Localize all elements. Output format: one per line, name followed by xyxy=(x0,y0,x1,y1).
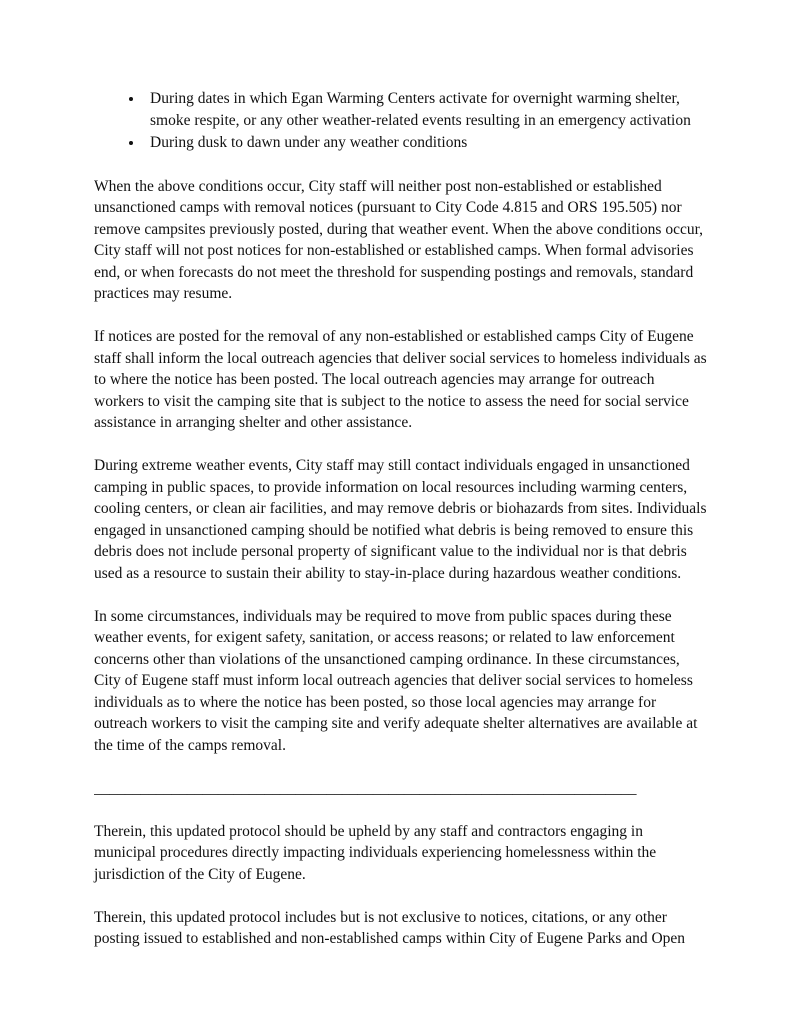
paragraph-protocol-upheld: Therein, this updated protocol should be upheld by any staff and contractors engaging in municipal procedures directly impacting individuals experiencing homelessness within the jurisdiction of the City of Eugene. xyxy=(94,822,657,883)
list-item: • During dates in which Egan Warming Centers activate for overnight warming shelter, smoke respite, or any other weather-related events resulting in an emergency activation xyxy=(144,88,708,131)
paragraph-conditions-occur: When the above conditions occur, City staff will neither post non-established or established unsanctioned camps with removal notices (pursuant to City Code 4.815 and ORS 195.505) nor remove campsites previously posted, during that weather event. When the above conditions occur, City staff will not post notices for non-established or established camps. When formal advisories end, or when forecasts do not meet the threshold for suspending postings and removals, standard practices may resume. xyxy=(94,177,704,302)
paragraph-extreme-weather: During extreme weather events, City staff may still contact individuals engaged in unsanctioned camping in public spaces, to provide information on local resources including warming centers, cooling centers, or clean air facilities, and may remove debris or biohazards from sites. Individuals engaged in unsanctioned camping should be notified what debris is being removed to ensure this debris does not include personal property of significant value to the individual nor is that debris used as a resource to sustain their ability to stay-in-place during hazardous weather conditions. xyxy=(94,457,707,582)
paragraph-protocol-includes: Therein, this updated protocol includes but is not exclusive to notices, citations, or any other posting issued to established and non-established camps within City of Eugene Parks and Open xyxy=(94,908,686,947)
paragraph-notices-posted: If notices are posted for the removal of any non-established or established camps City of Eugene staff shall inform the local outreach agencies that deliver social services to homeless individuals as to where the notice has been posted. The local outreach agencies may arrange for outreach workers to visit the camping site that is subject to the notice to assess the need for social service assistance in arranging shelter and other assistance. xyxy=(94,328,707,431)
list-item: • During dusk to dawn under any weather conditions xyxy=(144,132,708,154)
bullet-list xyxy=(94,88,708,154)
divider-line: ______________________________________________________________________ xyxy=(94,779,637,797)
paragraph-circumstances-move: In some circumstances, individuals may be required to move from public spaces during these weather events, for exigent safety, sanitation, or access reasons; or related to law enforcement concerns other than violations of the unsanctioned camping ordinance. In these circumstances, City of Eugene staff must inform local outreach agencies that deliver social services to homeless individuals as to where the notice has been posted, so those local agencies may arrange for outreach workers to visit the camping site and verify adequate shelter alternatives are available at the time of the camps removal. xyxy=(94,607,698,754)
